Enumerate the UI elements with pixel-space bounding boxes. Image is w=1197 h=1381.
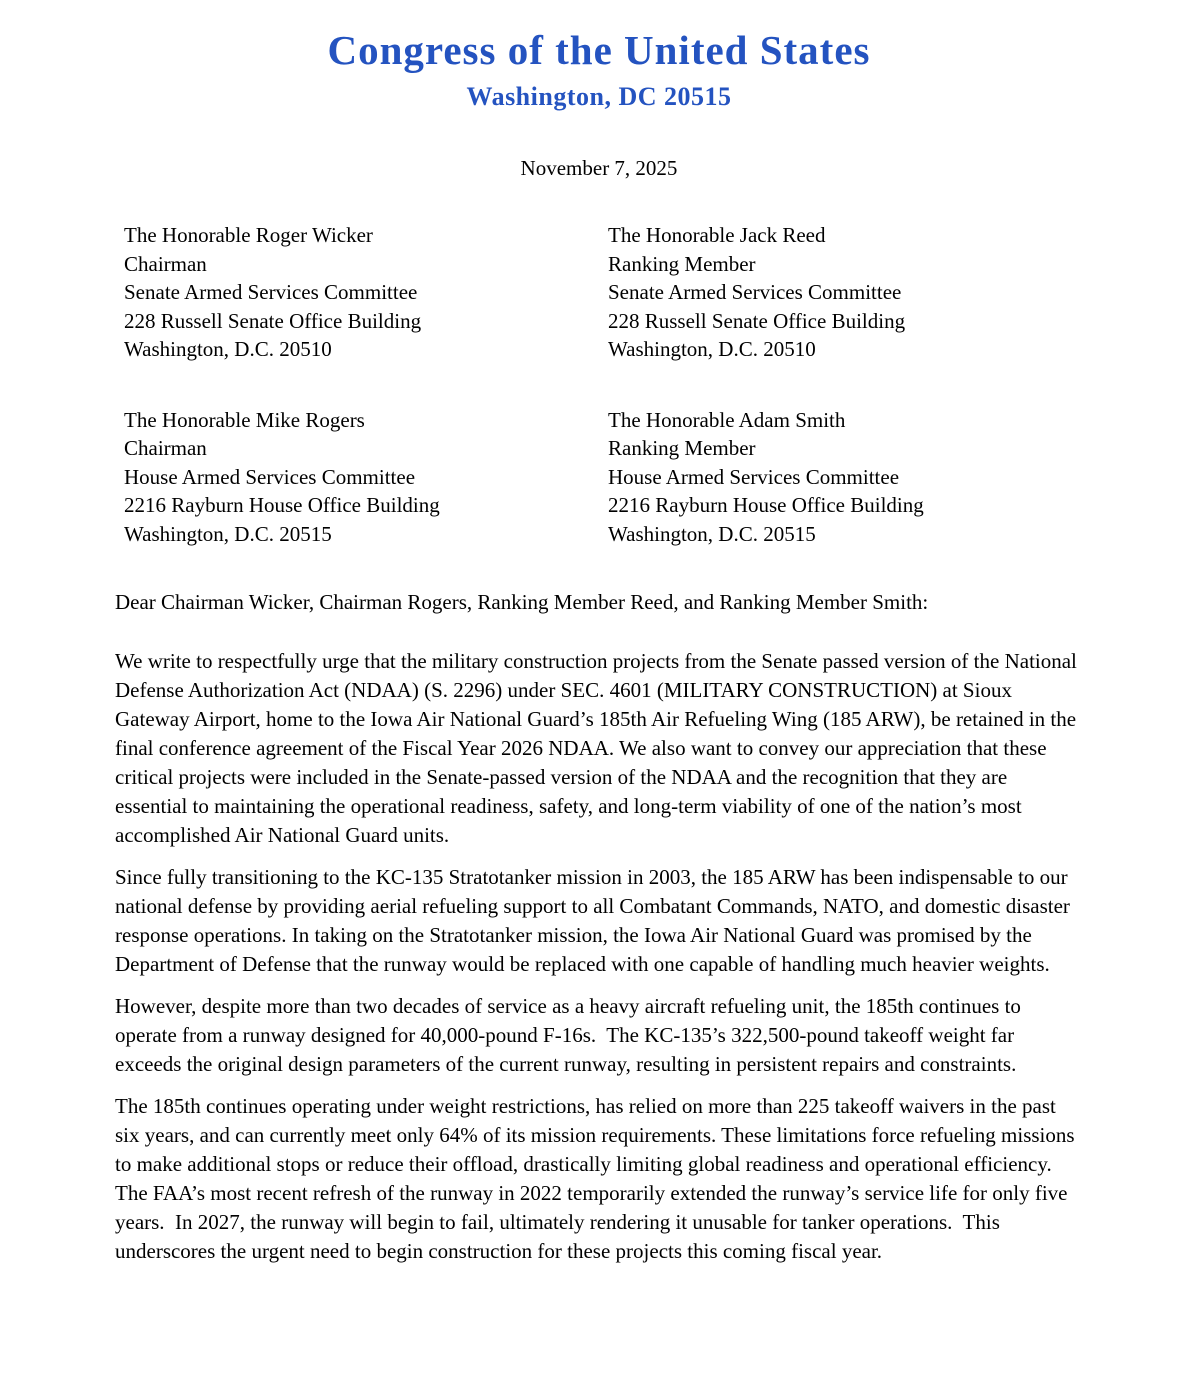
recipient-name: The Honorable Mike Rogers [124, 407, 365, 432]
recipient-street: 228 Russell Senate Office Building [124, 308, 422, 333]
recipient-title: Ranking Member [608, 436, 756, 460]
recipient-committee: House Armed Services Committee [608, 464, 900, 489]
recipient-committee: House Armed Services Committee [124, 464, 416, 489]
recipient-street: 228 Russell Senate Office Building [608, 308, 906, 333]
recipient-block-reed [608, 221, 1083, 364]
recipient-addresses [115, 221, 1083, 548]
letter-date: November 7, 2025 [520, 156, 678, 180]
body-paragraph-4: The 185th continues operating under weight restrictions, has relied on more than 225 takeoff waivers in the past six years, and can currently meet only 64% of its mission requirements. These limitations force refueling missions to make additional stops or reduce their offload, drastically limiting global readiness and operational efficiency. The FAA’s most recent refresh of the runway in 2022 temporarily extended the runway’s service life for only five years. In 2027, the runway will begin to fail, ultimately rendering it unusable for tanker operations. This underscores the urgent need to begin construction for these projects this coming fiscal year. [115, 1094, 1080, 1263]
body-paragraph-2: Since fully transitioning to the KC-135 Stratotanker mission in 2003, the 185 ARW has been indispensable to our national defense by providing aerial refueling support to all Combatant Commands, NATO, and domestic disaster response operations. In taking on the Stratotanker mission, the Iowa Air National Guard was promised by the Department of Defense that the runway would be replaced with one capable of handling much heavier weights. [115, 865, 1076, 976]
recipient-city: Washington, D.C. 20515 [124, 521, 332, 546]
body-paragraph-3: However, despite more than two decades of service as a heavy aircraft refueling unit, the 185th continues to operate from a runway designed for 40,000-pound F-16s. The KC-135’s 322,500-pound takeoff weight far exceeds the original design parameters of the current runway, resulting in persistent repairs and constraints. [115, 994, 1027, 1076]
recipient-title: Chairman [124, 251, 207, 276]
recipient-title: Chairman [124, 436, 207, 460]
letterhead-subtitle: Washington, DC 20515 [466, 82, 732, 111]
recipient-city: Washington, D.C. 20510 [608, 337, 816, 361]
recipient-street: 2216 Rayburn House Office Building [124, 493, 440, 517]
recipient-street: 2216 Rayburn House Office Building [608, 493, 924, 517]
letterhead-title: Congress of the United States [327, 27, 871, 73]
recipient-name: The Honorable Roger Wicker [124, 223, 373, 247]
recipient-block-smith [608, 406, 1083, 549]
recipient-city: Washington, D.C. 20510 [124, 337, 332, 361]
recipient-committee: Senate Armed Services Committee [124, 280, 418, 304]
recipient-city: Washington, D.C. 20515 [608, 521, 816, 546]
salutation: Dear Chairman Wicker, Chairman Rogers, Ranking Member Reed, and Ranking Member Smith: [115, 590, 929, 614]
recipient-committee: Senate Armed Services Committee [608, 280, 902, 304]
letterhead [115, 26, 1083, 112]
recipient-block-wicker [124, 221, 608, 364]
recipient-name: The Honorable Adam Smith [608, 407, 846, 432]
body-paragraph-1: We write to respectfully urge that the military construction projects from the Senate passed version of the National Defense Authorization Act (NDAA) (S. 2296) under SEC. 4601 (MILITARY CONSTRUCTION) at Sioux Gateway Airport, home to the Iowa Air National Guard’s 185th Air Refueling Wing (185 ARW), be retained in the final conference agreement of the Fiscal Year 2026 NDAA. We also want to convey our appreciation that these critical projects were included in the Senate-passed version of the NDAA and the recognition that they are essential to maintaining the operational readiness, safety, and long-term viability of one of the nation’s most accomplished Air National Guard units. [115, 649, 1083, 847]
recipient-block-rogers [124, 406, 608, 549]
recipient-title: Ranking Member [608, 251, 756, 276]
recipient-name: The Honorable Jack Reed [608, 223, 826, 247]
